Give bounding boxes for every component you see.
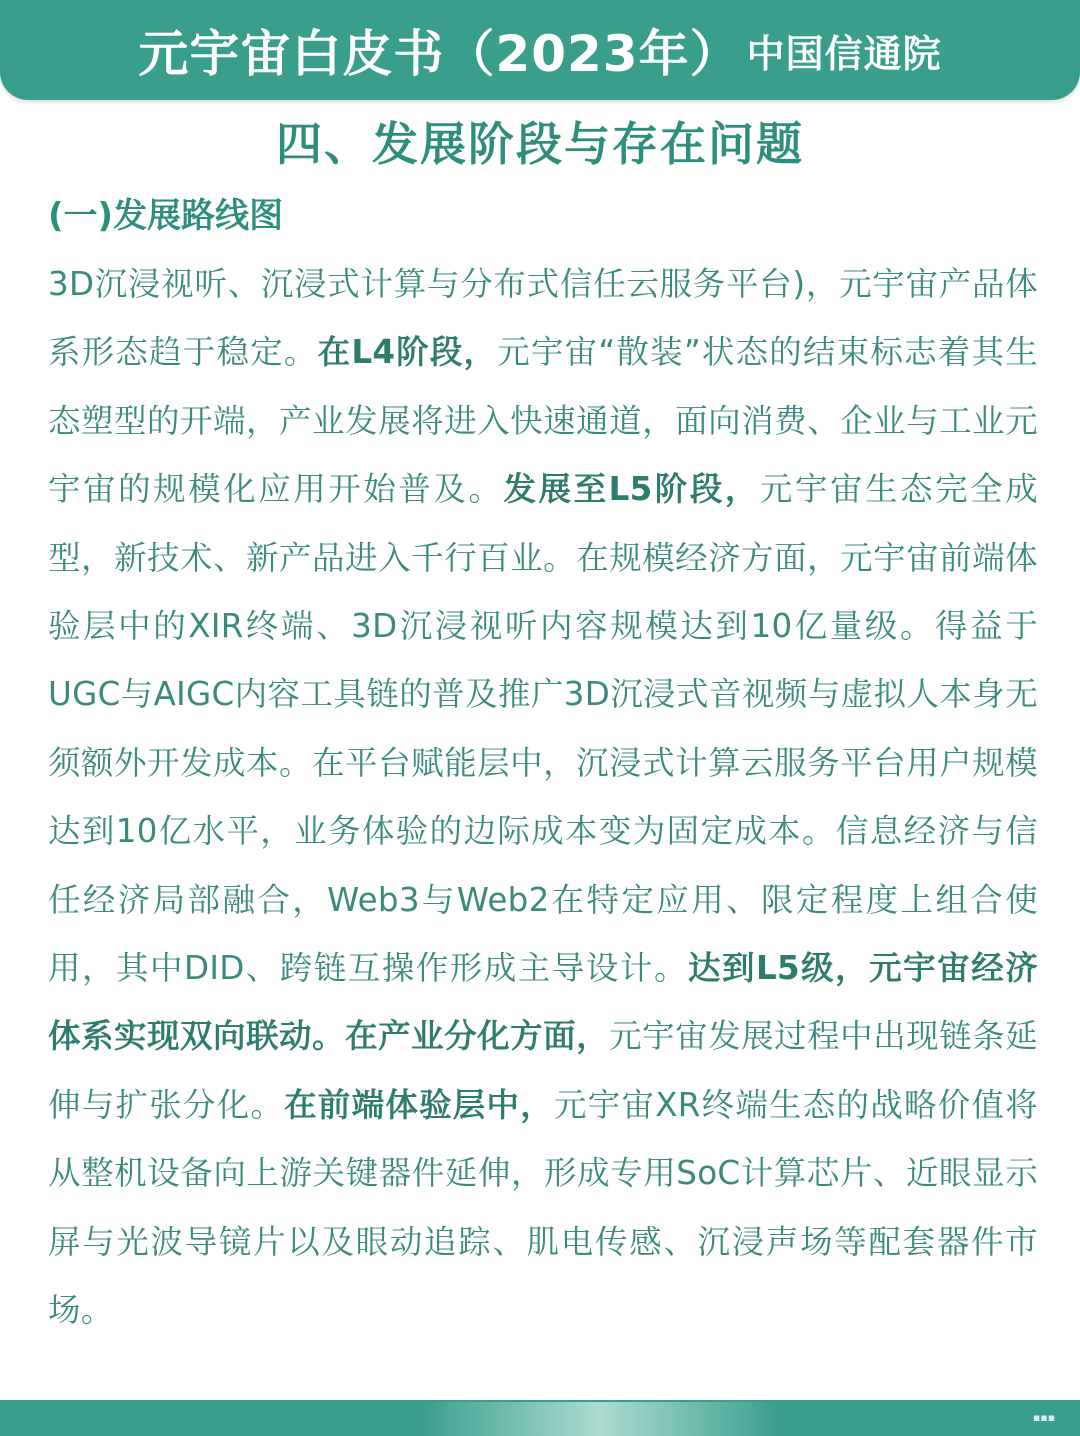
section-title: 四、发展阶段与存在问题 — [276, 117, 804, 171]
text-run: 元宇宙“散装”状态的结束标志着其生态塑型的开端，产业发展将进入快速通道，面向消费、企业与工业元宇宙的规模化应用开始普及。 — [48, 333, 1038, 509]
subsection-title: (一)发展路线图 — [48, 196, 284, 236]
footer-highlight — [420, 1402, 780, 1436]
text-run: 元宇宙XR终端生态的战略价值将从整机设备向上游关键器件延伸，形成专用SoC计算芯片、近眼显示屏与光波导镜片以及眼动追踪、肌电传感、沉浸声场等配套器件市场。 — [48, 1085, 1038, 1330]
bold-text-run: 在前端体验层中， — [284, 1085, 555, 1124]
bold-text-run: 在L4阶段， — [317, 333, 498, 372]
text-run: 3D沉浸视听、沉浸式计算与分布式信任云服务平台)，元宇宙产品体系形态趋于稳定。 — [48, 265, 1038, 372]
header-banner — [0, 0, 1080, 100]
bold-text-run: 达到L5级，元宇宙经济体系实现双向联动。在产业分化方面， — [48, 949, 1039, 1056]
text-run: 元宇宙生态完全成型，新技术、新产品进入千行百业。在规模经济方面，元宇宙前端体验层中的XIR终端、3D沉浸视听内容规模达到10亿量级。得益于UGC与AIGC内容工具链的普及推广3D沉浸式音视频与虚拟人本身无须额外开发成本。在平台赋能层中，沉浸式计算云服务平台用户规模达到10亿水平，业务体验的边际成本变为固定成本。信息经济与信任经济局部融合，Web3与Web2在特定应用、限定程度上组合使用，其中DID、跨链互操作形成主导设计。 — [48, 470, 1038, 988]
bold-text-run: 发展至L5阶段， — [503, 470, 760, 509]
text-run: 元宇宙发展过程中出现链条延伸与扩张分化。 — [48, 1017, 1038, 1124]
document-title: 元宇宙白皮书（2023年） — [138, 25, 741, 83]
body-paragraph — [48, 250, 1038, 1345]
publisher-name: 中国信通院 — [746, 31, 942, 76]
watermark-icon: ▪▪▪ — [1032, 1410, 1056, 1424]
